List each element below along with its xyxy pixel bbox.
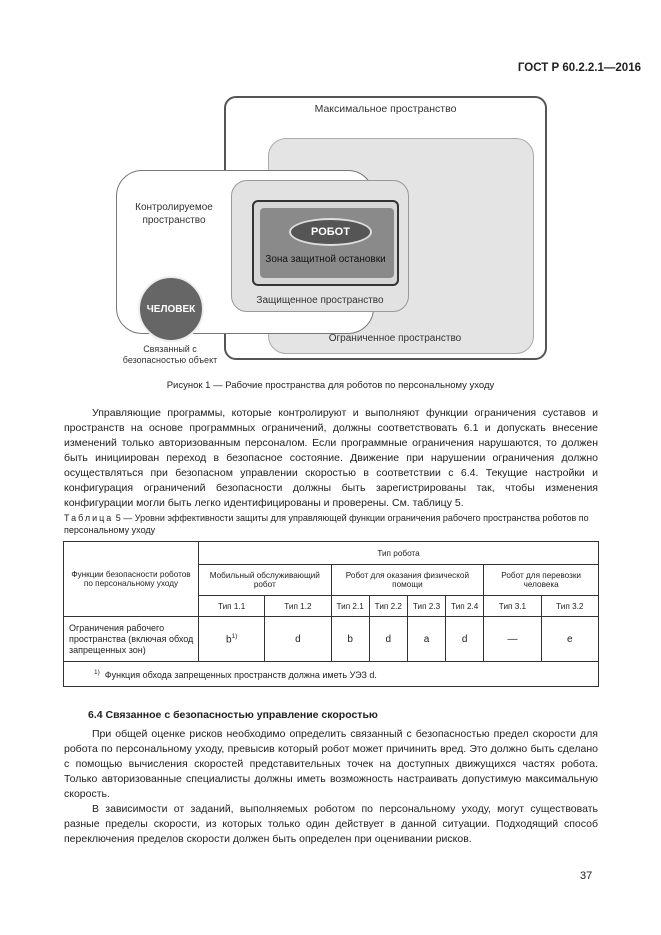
- type-header: Тип 2.3: [407, 596, 445, 617]
- value-cell: b: [331, 617, 369, 662]
- value-cell: $b^{1)}$: [199, 617, 265, 662]
- max-space-label: Максимальное пространство: [314, 103, 457, 115]
- section-body: При общей оценке рисков необходимо определить связанный с безопасностью предел скорости для робота по персональному уходу, превысив который робот может причинить вред. Это должно быть сделано с помощью вычисления скоростей представительных точек на доступных движущихся частях робота. Только авторизованные специалисты должны иметь возможность настраивать допустимую максимальную скорость. В зависимости от заданий, выполняемых роботом по персональному уходу, могут существовать разные пределы скорости, из которых только один действует в данной ситуации. Подходящий способ переключения пределов скорости должен быть определен при оценивании рисков.: [64, 728, 598, 845]
- table-footnote: $^{1)}$ Функция обхода запрещенных пространств должна иметь УЭЗ d.: [64, 662, 599, 687]
- value-cell: —: [484, 617, 541, 662]
- type-header: Тип 3.1: [484, 596, 541, 617]
- table-row: [64, 617, 599, 662]
- protected-space-label: Защищенное пространство: [256, 295, 384, 306]
- table-header-function: Функции безопасности роботов по персональному уходу: [64, 542, 199, 617]
- group-mobile-servant: Мобильный обслуживающий робот: [199, 565, 332, 596]
- value-cell: a: [407, 617, 445, 662]
- figure-caption: Рисунок 1 — Рабочие пространства для роботов по персональному уходу: [166, 380, 495, 391]
- value-cell: d: [265, 617, 331, 662]
- table-header-robot-type: Тип робота: [199, 542, 599, 565]
- type-header: Тип 2.4: [446, 596, 484, 617]
- body-paragraph: Управляющие программы, которые контролируют и выполняют функции ограничения суставов и пространств на основе программных ограничений, должны соответствовать 6.1 и допускать внесение изменений только авторизованным персоналом. Если программные ограничения нарушаются, то должен быть инициирован переход в безопасное состояние. Движение при нарушении ограничения должно осуществляться при безопасном управлении скоростью в соответствии с 6.4. Текущие настройки и конфигурация ограничений безопасности должны быть зарегистрированы так, чтобы изменения конфигурации могли быть легко идентифицированы и проверены. См. таблицу 5.: [64, 407, 598, 509]
- human-circle: ЧЕЛОВЕК: [138, 276, 204, 342]
- table-title: Таблица 5 — Уровни эффективности защиты для управляющей функции ограничения рабочего пространства роботов по персональному уходу: [64, 513, 589, 535]
- value-cell: e: [541, 617, 598, 662]
- restricted-space-label: Ограниченное пространство: [328, 333, 462, 344]
- value-cell: d: [446, 617, 484, 662]
- type-header: Тип 1.1: [199, 596, 265, 617]
- page-number: 37: [580, 870, 593, 882]
- type-header: Тип 2.1: [331, 596, 369, 617]
- group-person-carrier: Робот для перевозки человека: [484, 565, 599, 596]
- safety-object-label: Связанный с безопасностью объект: [122, 344, 218, 365]
- value-cell: d: [369, 617, 407, 662]
- type-header: Тип 3.2: [541, 596, 598, 617]
- robot-ellipse: РОБОТ: [289, 218, 372, 246]
- performance-level-table: [63, 541, 599, 687]
- document-header: ГОСТ Р 60.2.2.1—2016: [517, 62, 641, 74]
- type-header: Тип 2.2: [369, 596, 407, 617]
- function-cell: Ограничения рабочего пространства (включая обход запрещенных зон): [64, 617, 199, 662]
- group-physical-assistant: Робот для оказания физической помощи: [331, 565, 484, 596]
- protective-stop-label: Зона защитной остановки: [265, 254, 386, 265]
- operating-space-label: Контролируемое пространство: [135, 202, 213, 226]
- section-title: 6.4 Связанное с безопасностью управление скоростью: [88, 709, 378, 721]
- type-header: Тип 1.2: [265, 596, 331, 617]
